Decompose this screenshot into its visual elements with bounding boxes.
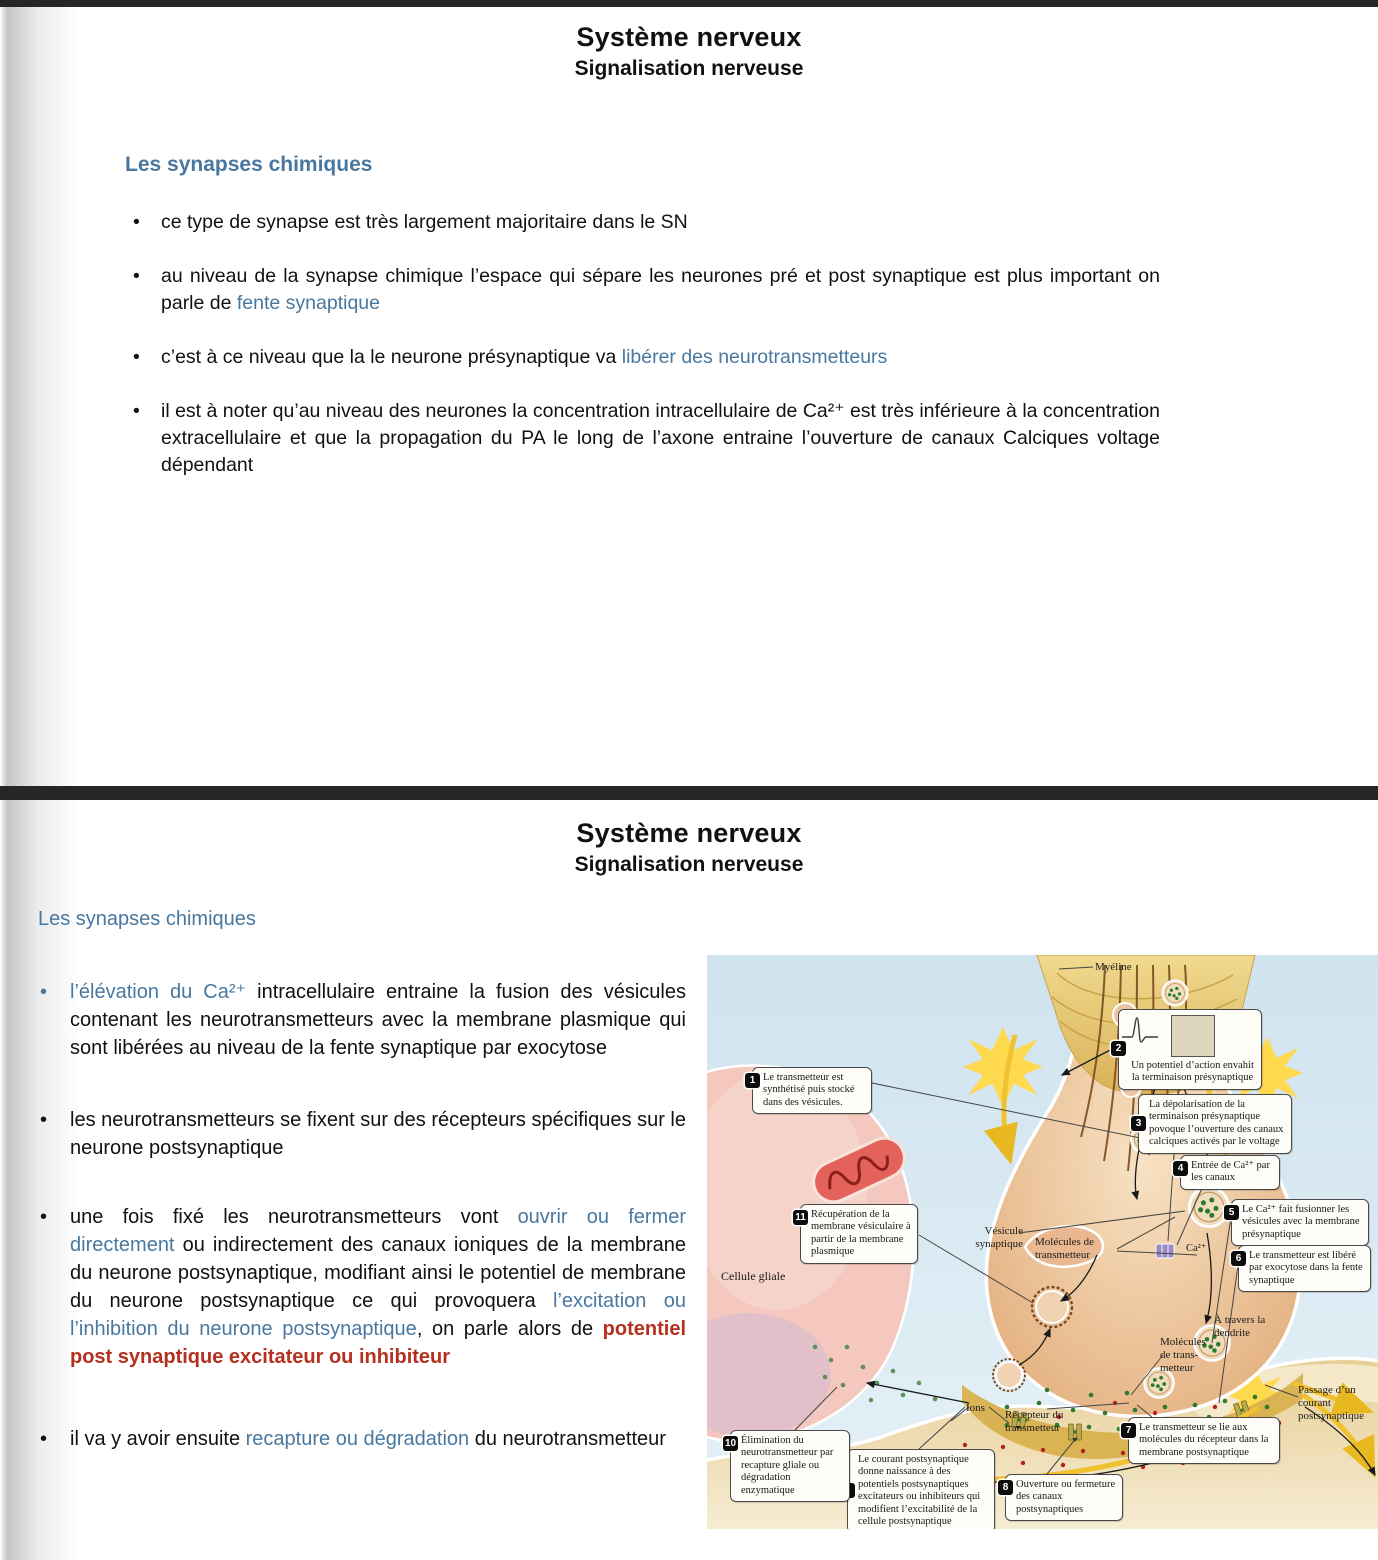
step-number-badge: 8 <box>998 1480 1013 1495</box>
step-number-badge: 11 <box>793 1210 808 1225</box>
bullet-item <box>125 209 1160 236</box>
step-number-badge: 3 <box>1131 1116 1146 1131</box>
callout-text: Entrée de Ca²⁺ par les canaux <box>1191 1160 1270 1184</box>
label-cellule-gliale: Cellule gliale <box>721 1269 786 1283</box>
text-segment: fente synaptique <box>236 292 380 314</box>
text-segment: du neurotransmetteur <box>469 1428 666 1450</box>
label-ca2plus: Ca²⁺ <box>1186 1243 1207 1254</box>
callout-5 <box>1228 1199 1369 1246</box>
text-segment: l’élévation du Ca²⁺ <box>70 981 247 1003</box>
label-a-travers-la-dendrite: À travers la dendrite <box>1214 1314 1266 1340</box>
text-segment: il est à noter qu’au niveau des neurones la concentration intracellulaire de Ca²⁺ est très inférieure à la concentration extracellulaire et que la propagation du PA le long de l’axone entraine l’ouverture de canaux Calciques voltage dépendant <box>161 400 1160 476</box>
callout-1 <box>749 1067 872 1114</box>
slide1-subtitle: Signalisation nerveuse <box>574 57 804 80</box>
callout-3 <box>1135 1094 1292 1154</box>
top-edge-bar <box>0 0 1378 7</box>
slide2-heading: Les synapses chimiques <box>38 908 256 930</box>
text-segment: les neurotransmetteurs se fixent sur des récepteurs spécifiques sur le neurone postsynaptique <box>70 1109 686 1159</box>
text-segment: recapture ou dégradation <box>245 1428 470 1450</box>
callout-4 <box>1177 1155 1280 1190</box>
callout-text: Le Ca²⁺ fait fusionner les vésicules avec la membrane présynaptique <box>1242 1204 1360 1240</box>
callout-7 <box>1125 1417 1280 1464</box>
text-segment: c’est à ce niveau que la le neurone présynaptique va <box>161 346 622 368</box>
callout-2 <box>1115 1009 1262 1090</box>
callout-9 <box>847 1449 995 1529</box>
bullet-item <box>125 344 1160 371</box>
bullet-text <box>161 211 688 233</box>
text-segment: libérer des neurotransmetteurs <box>621 346 888 368</box>
step-number-badge: 10 <box>725 1438 737 1449</box>
bullet-item <box>125 398 1160 479</box>
action-potential-inset <box>1171 1015 1215 1057</box>
synapse-diagram <box>707 955 1378 1529</box>
bullet-text <box>70 981 686 1059</box>
text-segment: au niveau de la synapse chimique l’espace qui sépare les neurones pré et post synaptique est plus important on parle de <box>161 265 1160 314</box>
callout-text: Le transmetteur se lie aux molécules du récepteur dans la membrane postsynaptique <box>1139 1422 1269 1458</box>
bullet-item <box>38 1425 686 1453</box>
step-number-badge: 4 <box>1173 1161 1188 1176</box>
label-ions: Ions <box>966 1402 985 1414</box>
page-edge-shadow <box>0 7 95 786</box>
step-number-badge: 6 <box>1231 1251 1246 1266</box>
bullet-text <box>161 265 1160 314</box>
label-passage-courant: Passage d’un courant postsynaptique <box>1298 1384 1364 1423</box>
label-vesicule-synaptique: Vésicule synaptique <box>975 1225 1023 1251</box>
bullet-text <box>70 1428 666 1450</box>
label-recepteur-transmetteur: Récepteur du transmetteur <box>1005 1409 1064 1435</box>
bullet-item <box>38 1106 686 1162</box>
text-segment: l’excitation ou l’inhibition du neurone postsynaptique <box>70 1290 686 1340</box>
label-molecules-transmetteur-2: Molécules de transmetteur <box>1160 1336 1206 1375</box>
callout-text: La dépolarisation de la terminaison présynaptique povoque l’ouverture des canaux calciques activés par le voltage <box>1149 1099 1284 1148</box>
step-number-badge: 5 <box>1224 1205 1239 1220</box>
text-segment: intracellulaire entraine la fusion des vésicules contenant les neurotransmetteurs avec la membrane plasmique qui sont libérées au niveau de la fente synaptique par exocytose <box>70 981 686 1059</box>
callout-text: Un potentiel d’action envahit la terminaison présynaptique <box>1131 1060 1254 1084</box>
text-segment: il va y avoir ensuite <box>70 1428 246 1450</box>
callout-11 <box>795 1204 918 1264</box>
slide1-bullet-list <box>125 209 1160 506</box>
step-number-badge: 2 <box>1111 1041 1126 1056</box>
bullet-item <box>38 978 686 1062</box>
step-number-badge: 7 <box>1121 1423 1136 1438</box>
callout-text: Le transmetteur est synthétisé puis stocké dans des vésicules. <box>763 1072 855 1108</box>
label-molecules-transmetteur: Molécules de transmetteur <box>1035 1236 1094 1262</box>
slide2-title: Système nerveux <box>576 818 802 848</box>
text-segment: ouvrir ou fermer directement <box>70 1206 686 1256</box>
slide1-heading: Les synapses chimiques <box>125 153 373 176</box>
slide2-bullet-list <box>38 978 686 1453</box>
bullet-text <box>70 1109 686 1159</box>
slide2-subtitle: Signalisation nerveuse <box>574 853 804 876</box>
text-segment: ce type de synapse est très largement majoritaire dans le SN <box>161 211 688 233</box>
slide-1 <box>0 7 1378 786</box>
step-number-badge: 1 <box>745 1073 760 1088</box>
callout-10 <box>725 1430 850 1502</box>
callout-text: Le transmetteur est libéré par exocytose dans la fente synaptique <box>1249 1250 1363 1286</box>
callout-text: Récupération de la membrane vésiculaire à partir de la membrane plasmique <box>811 1209 911 1258</box>
text-segment: potentiel post synaptique excitateur ou inhibiteur <box>70 1318 687 1368</box>
bullet-text <box>161 346 887 368</box>
callout-6 <box>1235 1245 1371 1292</box>
bullet-item <box>125 263 1160 317</box>
bullet-item <box>38 1203 686 1371</box>
text-segment: une fois fixé les neurotransmetteurs vont <box>70 1206 518 1228</box>
bullet-text <box>161 400 1160 476</box>
slide-separator-bar <box>0 786 1378 800</box>
text-segment: , on parle alors de <box>416 1318 603 1340</box>
text-segment: ou indirectement des canaux ioniques de la membrane du neurone postsynaptique, modifiant ainsi le potentiel de membrane du neurone postsynaptique ce qui provoquera <box>70 1234 686 1312</box>
callout-text: Élimination du neurotransmetteur par recapture gliale ou dégradation enzymatique <box>741 1435 834 1496</box>
label-myeline: Myéline <box>1095 961 1132 973</box>
callout-8 <box>1002 1474 1123 1521</box>
callout-text: Le courant postsynaptique donne naissance à des potentiels postsynaptiques excitateurs ou inhibiteurs qui modifient l’excitabilité de la cellule postsynaptique <box>858 1454 981 1527</box>
bullet-text <box>70 1206 686 1368</box>
callout-text: Ouverture ou fermeture des canaux postsynaptiques <box>1016 1479 1116 1515</box>
slide-2 <box>0 800 1378 1560</box>
slide1-title: Système nerveux <box>576 22 802 52</box>
